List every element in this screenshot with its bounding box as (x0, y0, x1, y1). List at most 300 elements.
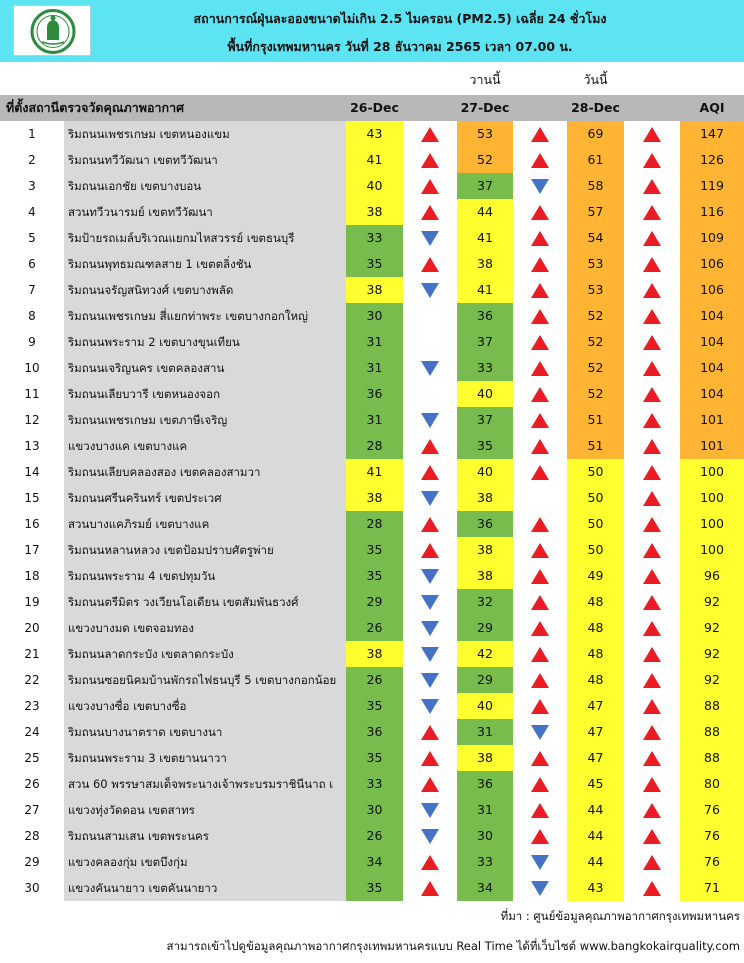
station-number: 26 (0, 771, 64, 797)
trend-down-icon (421, 413, 439, 428)
trend-up-icon (421, 439, 439, 454)
table-row (0, 121, 744, 147)
station-number: 29 (0, 849, 64, 875)
station-number: 7 (0, 277, 64, 303)
pm25-value-26: 35 (346, 693, 403, 719)
bma-seal-icon (14, 6, 92, 57)
table-row (0, 641, 744, 667)
trend-up-icon (643, 725, 661, 740)
pm25-value-27: 38 (457, 745, 513, 771)
pm25-value-28: 52 (567, 355, 624, 381)
trend-down-icon (421, 231, 439, 246)
aqi-value: 100 (680, 537, 744, 563)
trend-down-icon (531, 725, 549, 740)
pm25-value-26: 26 (346, 667, 403, 693)
aqi-value: 104 (680, 303, 744, 329)
trend-up-icon (531, 439, 549, 454)
trend-cell-27 (513, 589, 567, 615)
pm25-value-26: 43 (346, 121, 403, 147)
trend-cell-27 (513, 199, 567, 225)
trend-down-icon (421, 699, 439, 714)
report-title: สถานการณ์ฝุ่นละอองขนาดไม่เกิน 2.5 ไมครอน (PM2.5) เฉลี่ย 24 ชั่วโมง (193, 11, 607, 26)
trend-cell-28 (624, 355, 680, 381)
pm25-value-28: 47 (567, 719, 624, 745)
pm25-value-27: 44 (457, 199, 513, 225)
trend-cell-26 (403, 823, 457, 849)
pm25-value-28: 52 (567, 329, 624, 355)
table-row (0, 199, 744, 225)
station-number: 6 (0, 251, 64, 277)
station-number: 28 (0, 823, 64, 849)
station-name: ริมถนนเลียบวารี เขตหนองจอก (64, 381, 346, 407)
trend-up-icon (531, 257, 549, 272)
trend-cell-27 (513, 251, 567, 277)
aqi-value: 100 (680, 459, 744, 485)
pm25-value-28: 53 (567, 251, 624, 277)
pm25-value-26: 29 (346, 589, 403, 615)
table-row (0, 433, 744, 459)
trend-down-icon (531, 881, 549, 896)
trend-up-icon (531, 309, 549, 324)
aqi-value: 88 (680, 693, 744, 719)
pm25-value-26: 28 (346, 511, 403, 537)
trend-up-icon (421, 153, 439, 168)
trend-up-icon (531, 777, 549, 792)
table-row (0, 225, 744, 251)
station-number: 30 (0, 875, 64, 901)
pm25-value-27: 31 (457, 797, 513, 823)
trend-cell-28 (624, 615, 680, 641)
aqi-value: 71 (680, 875, 744, 901)
trend-cell-27 (513, 537, 567, 563)
aqi-value: 92 (680, 589, 744, 615)
station-name: ริมถนนลาดกระบัง เขตลาดกระบัง (64, 641, 346, 667)
aqi-value: 101 (680, 407, 744, 433)
trend-cell-27 (513, 329, 567, 355)
aqi-value: 92 (680, 667, 744, 693)
trend-down-icon (421, 569, 439, 584)
station-number: 1 (0, 121, 64, 147)
trend-cell-27 (513, 485, 567, 511)
station-number: 5 (0, 225, 64, 251)
table-row (0, 485, 744, 511)
pm25-value-26: 33 (346, 225, 403, 251)
realtime-note: สามารถเข้าไปดูข้อมูลคุณภาพอากาศกรุงเทพมหานครแบบ Real Time ได้ที่เว็บไซต์ www.bangkokairquality.com (166, 939, 740, 953)
pm25-value-26: 36 (346, 719, 403, 745)
trend-up-icon (421, 751, 439, 766)
pm25-value-28: 45 (567, 771, 624, 797)
pm25-value-27: 42 (457, 641, 513, 667)
pm25-value-28: 47 (567, 745, 624, 771)
trend-cell-28 (624, 641, 680, 667)
trend-down-icon (421, 595, 439, 610)
trend-cell-28 (624, 589, 680, 615)
trend-cell-28 (624, 173, 680, 199)
table-row (0, 693, 744, 719)
station-name: ริมถนนหลานหลวง เขตป้อมปราบศัตรูพ่าย (64, 537, 346, 563)
trend-up-icon (643, 335, 661, 350)
pm25-value-28: 51 (567, 407, 624, 433)
pm25-value-27: 41 (457, 225, 513, 251)
trend-cell-28 (624, 225, 680, 251)
pm25-value-28: 48 (567, 615, 624, 641)
table-row (0, 771, 744, 797)
source-note: ที่มา : ศูนย์ข้อมูลคุณภาพอากาศกรุงเทพมหานคร (500, 909, 740, 923)
pm25-value-26: 28 (346, 433, 403, 459)
pm25-value-26: 35 (346, 537, 403, 563)
pm25-value-26: 26 (346, 823, 403, 849)
station-name: ริมถนนศรีนครินทร์ เขตประเวศ (64, 485, 346, 511)
trend-up-icon (531, 413, 549, 428)
trend-down-icon (421, 673, 439, 688)
yesterday-label: วานนี้ (469, 72, 501, 87)
trend-up-icon (531, 127, 549, 142)
pm25-value-26: 38 (346, 641, 403, 667)
aqi-value: 126 (680, 147, 744, 173)
pm25-value-28: 53 (567, 277, 624, 303)
aqi-value: 104 (680, 355, 744, 381)
station-name: ริมถนนเอกชัย เขตบางบอน (64, 173, 346, 199)
trend-down-icon (421, 621, 439, 636)
trend-up-icon (531, 647, 549, 662)
trend-cell-28 (624, 277, 680, 303)
pm25-value-27: 33 (457, 849, 513, 875)
table-row (0, 173, 744, 199)
trend-up-icon (643, 751, 661, 766)
aqi-value: 119 (680, 173, 744, 199)
aqi-value: 76 (680, 849, 744, 875)
pm25-value-27: 40 (457, 381, 513, 407)
station-name: ริมถนนเพชรเกษม เขตหนองแขม (64, 121, 346, 147)
trend-down-icon (421, 803, 439, 818)
trend-up-icon (643, 413, 661, 428)
pm25-value-26: 34 (346, 849, 403, 875)
station-name: ริมถนนบางนาตราด เขตบางนา (64, 719, 346, 745)
trend-cell-26 (403, 511, 457, 537)
pm25-value-27: 29 (457, 615, 513, 641)
trend-cell-26 (403, 589, 457, 615)
pm25-value-28: 58 (567, 173, 624, 199)
trend-cell-26 (403, 433, 457, 459)
pm25-value-26: 26 (346, 615, 403, 641)
trend-cell-28 (624, 121, 680, 147)
table-row (0, 823, 744, 849)
trend-up-icon (643, 699, 661, 714)
trend-up-icon (643, 231, 661, 246)
trend-cell-28 (624, 381, 680, 407)
station-number: 17 (0, 537, 64, 563)
station-name: ริมถนนพระราม 4 เขตปทุมวัน (64, 563, 346, 589)
trend-cell-26 (403, 199, 457, 225)
station-name: ริมถนนพุทธมณฑลสาย 1 เขตตลิ่งชัน (64, 251, 346, 277)
pm25-value-28: 52 (567, 303, 624, 329)
trend-up-icon (531, 517, 549, 532)
pm25-value-28: 57 (567, 199, 624, 225)
station-number: 27 (0, 797, 64, 823)
pm25-value-28: 51 (567, 433, 624, 459)
pm25-value-27: 53 (457, 121, 513, 147)
trend-down-icon (421, 283, 439, 298)
station-number: 9 (0, 329, 64, 355)
date-column-header-27: 27-Dec (460, 100, 510, 115)
pm25-value-26: 31 (346, 329, 403, 355)
pm25-value-27: 41 (457, 277, 513, 303)
trend-cell-28 (624, 147, 680, 173)
station-name: ริมถนนจรัญสนิทวงศ์ เขตบางพลัด (64, 277, 346, 303)
trend-cell-26 (403, 355, 457, 381)
trend-cell-28 (624, 745, 680, 771)
trend-up-icon (531, 829, 549, 844)
trend-up-icon (643, 621, 661, 636)
pm25-value-26: 35 (346, 875, 403, 901)
pm25-value-28: 50 (567, 459, 624, 485)
trend-cell-27 (513, 615, 567, 641)
station-name: แขวงคันนายาว เขตคันนายาว (64, 875, 346, 901)
trend-cell-27 (513, 719, 567, 745)
trend-cell-28 (624, 329, 680, 355)
station-name: แขวงบางซื่อ เขตบางซื่อ (64, 693, 346, 719)
pm25-value-27: 37 (457, 329, 513, 355)
pm25-value-28: 44 (567, 797, 624, 823)
pm25-value-27: 36 (457, 303, 513, 329)
trend-up-icon (643, 465, 661, 480)
table-row (0, 355, 744, 381)
trend-up-icon (531, 335, 549, 350)
aqi-value: 106 (680, 277, 744, 303)
trend-cell-27 (513, 641, 567, 667)
trend-cell-26 (403, 719, 457, 745)
trend-cell-26 (403, 875, 457, 901)
pm25-value-27: 32 (457, 589, 513, 615)
pm25-value-26: 31 (346, 355, 403, 381)
station-number: 13 (0, 433, 64, 459)
trend-up-icon (531, 361, 549, 376)
trend-up-icon (531, 595, 549, 610)
station-name: แขวงคลองกุ่ม เขตบึงกุ่ม (64, 849, 346, 875)
aqi-value: 100 (680, 485, 744, 511)
trend-cell-27 (513, 823, 567, 849)
trend-up-icon (531, 803, 549, 818)
pm25-value-26: 35 (346, 251, 403, 277)
station-name: สวน 60 พรรษาสมเด็จพระนางเจ้าพระบรมราชินีนาถ เ (64, 771, 346, 797)
table-row (0, 589, 744, 615)
trend-up-icon (531, 153, 549, 168)
station-number: 21 (0, 641, 64, 667)
station-number: 14 (0, 459, 64, 485)
station-number: 12 (0, 407, 64, 433)
station-column-header: ที่ตั้งสถานีตรวจวัดคุณภาพอากาศ (6, 100, 185, 115)
station-name: ริมถนนทวีวัฒนา เขตทวีวัฒนา (64, 147, 346, 173)
report-header (0, 0, 744, 62)
trend-cell-26 (403, 615, 457, 641)
trend-up-icon (643, 517, 661, 532)
pm25-value-27: 38 (457, 563, 513, 589)
today-label: วันนี้ (583, 72, 608, 87)
pm25-value-27: 36 (457, 511, 513, 537)
station-name: แขวงทุ่งวัดดอน เขตสาทร (64, 797, 346, 823)
trend-cell-27 (513, 147, 567, 173)
trend-up-icon (643, 881, 661, 896)
trend-cell-26 (403, 563, 457, 589)
aqi-value: 116 (680, 199, 744, 225)
trend-up-icon (643, 361, 661, 376)
pm25-value-27: 30 (457, 823, 513, 849)
trend-cell-27 (513, 563, 567, 589)
pm25-value-26: 30 (346, 303, 403, 329)
trend-cell-28 (624, 823, 680, 849)
aqi-value: 104 (680, 381, 744, 407)
pm25-value-26: 35 (346, 745, 403, 771)
trend-cell-27 (513, 381, 567, 407)
pm25-value-28: 69 (567, 121, 624, 147)
pm25-value-27: 38 (457, 485, 513, 511)
table-row (0, 381, 744, 407)
station-number: 2 (0, 147, 64, 173)
aqi-column-header: AQI (699, 100, 725, 115)
pm25-value-26: 36 (346, 381, 403, 407)
trend-up-icon (531, 387, 549, 402)
table-row (0, 147, 744, 173)
trend-cell-28 (624, 849, 680, 875)
trend-up-icon (643, 491, 661, 506)
pm25-value-27: 37 (457, 407, 513, 433)
trend-down-icon (421, 361, 439, 376)
trend-up-icon (421, 205, 439, 220)
station-number: 18 (0, 563, 64, 589)
trend-cell-26 (403, 797, 457, 823)
station-name: ริมถนนซอยนิคมบ้านพักรถไฟธนบุรี 5 เขตบางกอกน้อย (64, 667, 346, 693)
pm25-value-27: 36 (457, 771, 513, 797)
trend-up-icon (531, 283, 549, 298)
trend-up-icon (643, 127, 661, 142)
station-name: ริมถนนพระราม 2 เขตบางขุนเทียน (64, 329, 346, 355)
trend-up-icon (531, 673, 549, 688)
column-header-row (0, 95, 744, 121)
table-row (0, 849, 744, 875)
pm25-value-27: 52 (457, 147, 513, 173)
trend-cell-27 (513, 797, 567, 823)
trend-cell-26 (403, 407, 457, 433)
trend-cell-26 (403, 459, 457, 485)
trend-up-icon (531, 699, 549, 714)
trend-cell-27 (513, 745, 567, 771)
trend-cell-28 (624, 433, 680, 459)
pm25-value-28: 44 (567, 823, 624, 849)
pm25-value-26: 41 (346, 147, 403, 173)
trend-cell-28 (624, 875, 680, 901)
trend-cell-28 (624, 667, 680, 693)
trend-cell-26 (403, 303, 457, 329)
date-column-header-28: 28-Dec (571, 100, 620, 115)
pm25-value-28: 50 (567, 511, 624, 537)
trend-up-icon (643, 439, 661, 454)
table-row (0, 797, 744, 823)
bma-logo (13, 5, 91, 56)
station-number: 16 (0, 511, 64, 537)
aqi-value: 104 (680, 329, 744, 355)
station-name: ริมป้ายรถเมล์บริเวณแยกมไหสวรรย์ เขตธนบุรี (64, 225, 346, 251)
aqi-value: 92 (680, 615, 744, 641)
trend-up-icon (421, 777, 439, 792)
trend-cell-28 (624, 407, 680, 433)
pm25-value-26: 31 (346, 407, 403, 433)
trend-up-icon (643, 673, 661, 688)
table-row (0, 251, 744, 277)
station-name: ริมถนนพระราม 3 เขตยานนาวา (64, 745, 346, 771)
trend-up-icon (421, 127, 439, 142)
station-number: 19 (0, 589, 64, 615)
trend-up-icon (421, 179, 439, 194)
trend-cell-26 (403, 771, 457, 797)
aqi-value: 80 (680, 771, 744, 797)
station-number: 8 (0, 303, 64, 329)
trend-cell-26 (403, 147, 457, 173)
aqi-value: 101 (680, 433, 744, 459)
trend-up-icon (421, 725, 439, 740)
table-row (0, 329, 744, 355)
trend-cell-27 (513, 407, 567, 433)
station-name: แขวงบางแค เขตบางแค (64, 433, 346, 459)
trend-cell-26 (403, 225, 457, 251)
trend-up-icon (643, 153, 661, 168)
trend-up-icon (421, 465, 439, 480)
trend-cell-26 (403, 693, 457, 719)
trend-cell-28 (624, 251, 680, 277)
aqi-value: 109 (680, 225, 744, 251)
trend-cell-28 (624, 719, 680, 745)
table-row (0, 537, 744, 563)
pm25-value-26: 38 (346, 277, 403, 303)
table-row (0, 719, 744, 745)
pm25-value-27: 35 (457, 433, 513, 459)
trend-cell-26 (403, 485, 457, 511)
trend-cell-27 (513, 225, 567, 251)
trend-up-icon (643, 829, 661, 844)
trend-up-icon (531, 569, 549, 584)
trend-up-icon (643, 387, 661, 402)
station-name: ริมถนนเลียบคลองสอง เขตคลองสามวา (64, 459, 346, 485)
pm25-value-26: 30 (346, 797, 403, 823)
trend-down-icon (421, 829, 439, 844)
trend-cell-26 (403, 173, 457, 199)
station-number: 4 (0, 199, 64, 225)
trend-cell-28 (624, 771, 680, 797)
table-row (0, 277, 744, 303)
trend-up-icon (643, 179, 661, 194)
trend-cell-28 (624, 563, 680, 589)
table-row (0, 615, 744, 641)
pm25-value-26: 38 (346, 485, 403, 511)
trend-up-icon (531, 751, 549, 766)
aqi-value: 88 (680, 719, 744, 745)
pm25-value-28: 43 (567, 875, 624, 901)
trend-cell-28 (624, 485, 680, 511)
trend-up-icon (643, 595, 661, 610)
pm25-value-26: 40 (346, 173, 403, 199)
trend-cell-26 (403, 329, 457, 355)
station-number: 25 (0, 745, 64, 771)
station-name: แขวงบางมด เขตจอมทอง (64, 615, 346, 641)
trend-cell-27 (513, 693, 567, 719)
trend-down-icon (531, 855, 549, 870)
trend-cell-26 (403, 641, 457, 667)
pm25-value-27: 38 (457, 251, 513, 277)
trend-up-icon (643, 855, 661, 870)
pm25-value-28: 52 (567, 381, 624, 407)
aqi-value: 106 (680, 251, 744, 277)
trend-down-icon (421, 647, 439, 662)
trend-up-icon (531, 621, 549, 636)
